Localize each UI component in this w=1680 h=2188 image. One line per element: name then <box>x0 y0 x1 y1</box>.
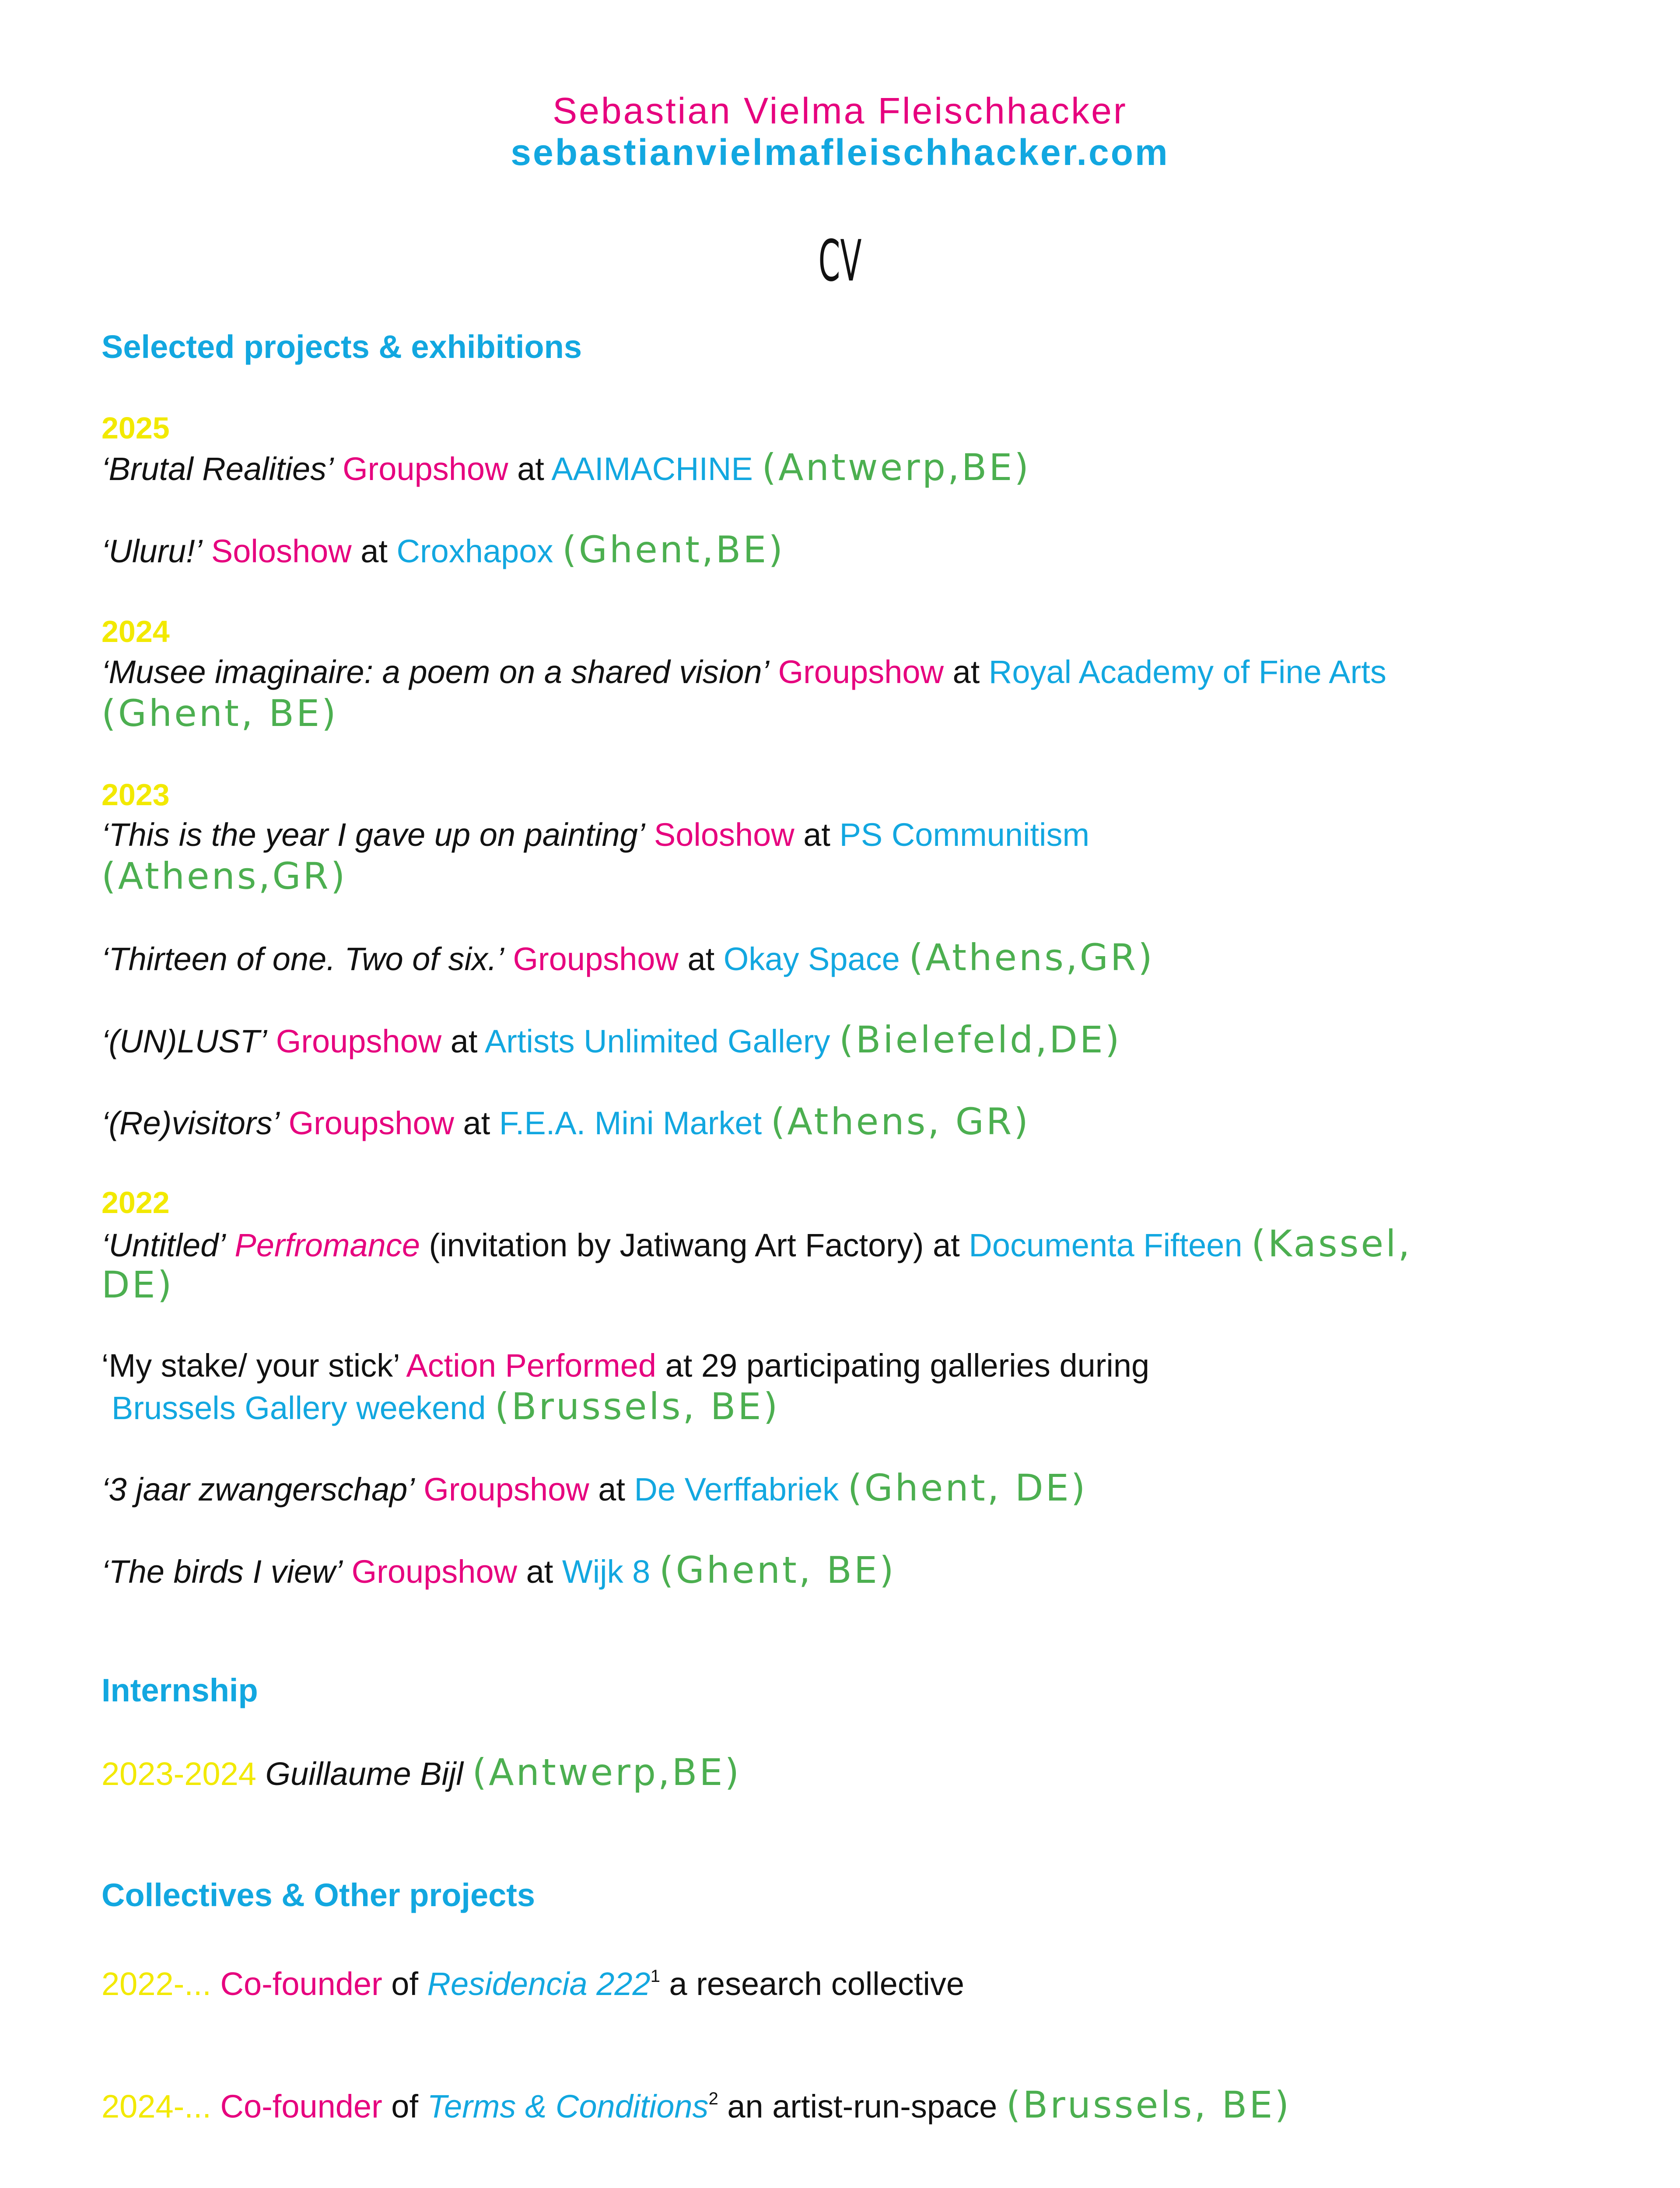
entry-title: ‘This is the year I gave up on painting’ <box>102 817 645 853</box>
entry-location: (Ghent, DE) <box>847 1466 1088 1509</box>
year-heading: 2024 <box>102 614 170 649</box>
artist-name: Sebastian Vielma Fleischhacker <box>553 90 1127 131</box>
exhibition-entry-continued <box>102 692 338 736</box>
entry-type: Groupshow <box>424 1471 589 1508</box>
internship-years: 2023-2024 <box>102 1756 256 1792</box>
internship-location: (Antwerp,BE) <box>472 1751 742 1794</box>
entry-title: ‘(Re)visitors’ <box>102 1105 280 1141</box>
section-heading-internship: Internship <box>102 1672 258 1708</box>
collective-years: 2022-... <box>102 1966 211 2002</box>
section-heading-exhibitions: Selected projects & exhibitions <box>102 329 582 365</box>
internship-name: Guillaume Bijl <box>265 1756 463 1792</box>
collective-entry <box>102 2078 1291 2128</box>
entry-venue: Documenta Fifteen <box>969 1227 1242 1263</box>
entry-type: Groupshow <box>288 1105 454 1141</box>
collective-desc: a research collective <box>669 1966 965 2002</box>
collective-of: of <box>391 2088 419 2125</box>
collective-years: 2024-... <box>102 2088 211 2125</box>
entry-location: (Athens,GR) <box>102 855 347 898</box>
internship-entry <box>102 1751 741 1795</box>
exhibition-entry-continued <box>112 1385 780 1429</box>
collective-name: Residencia 222 <box>427 1966 651 2002</box>
entry-location: (Athens, GR) <box>770 1100 1030 1143</box>
entry-location: (Ghent, BE) <box>659 1549 896 1592</box>
exhibition-entry <box>102 651 1386 693</box>
exhibition-entry <box>102 1101 1030 1144</box>
exhibition-entry <box>102 814 1089 856</box>
entry-title: ‘The birds I view’ <box>102 1553 343 1590</box>
collective-name: Terms & Conditions <box>427 2088 709 2125</box>
entry-location: (Bielefeld,DE) <box>839 1018 1122 1061</box>
entry-venue: Okay Space <box>723 941 900 977</box>
entry-venue: De Verffabriek <box>634 1471 839 1508</box>
entry-title: ‘Brutal Realities’ <box>102 451 334 487</box>
exhibition-entry <box>102 1223 1412 1266</box>
entry-type: Perfromance <box>234 1227 420 1263</box>
entry-type: Soloshow <box>654 817 794 853</box>
entry-type: Soloshow <box>211 533 352 569</box>
entry-title: ‘(UN)LUST’ <box>102 1023 267 1059</box>
section-heading-collectives: Collectives & Other projects <box>102 1877 536 1913</box>
entry-at: at <box>803 817 830 853</box>
entry-title: ‘Musee imaginaire: a poem on a shared vision’ <box>102 654 770 690</box>
entry-at: at <box>687 941 715 977</box>
year-heading: 2022 <box>102 1185 170 1220</box>
entry-at: at <box>360 533 388 569</box>
entry-location: (Ghent,BE) <box>562 528 785 571</box>
collective-of: of <box>391 1966 419 2002</box>
exhibition-entry-continued <box>102 855 347 899</box>
collective-location: (Brussels, BE) <box>1006 2083 1292 2126</box>
entry-venue: F.E.A. Mini Market <box>499 1105 762 1141</box>
entry-venue: Brussels Gallery weekend <box>112 1390 486 1426</box>
exhibition-entry-continued <box>102 1264 174 1308</box>
collective-desc: an artist-run-space <box>727 2088 998 2125</box>
entry-venue: Artists Unlimited Gallery <box>484 1023 830 1059</box>
exhibition-entry <box>102 1549 896 1593</box>
year-heading: 2023 <box>102 778 170 812</box>
page-title: CV <box>818 228 862 294</box>
entry-title: ‘Uluru!’ <box>102 533 203 569</box>
entry-at: at <box>517 451 544 487</box>
entry-venue: AAIMACHINE <box>551 451 753 487</box>
exhibition-entry <box>102 936 1155 980</box>
entry-type: Groupshow <box>343 451 508 487</box>
entry-location: (Athens,GR) <box>909 936 1155 979</box>
entry-title: ‘My stake/ your stick’ <box>102 1347 399 1384</box>
exhibition-entry <box>102 1019 1122 1062</box>
entry-type: Groupshow <box>351 1553 518 1590</box>
collective-role: Co-founder <box>220 2088 382 2125</box>
entry-venue: PS Communitism <box>839 817 1090 853</box>
entry-type: Groupshow <box>778 654 944 690</box>
footnote-ref: 1 <box>650 1967 660 1986</box>
entry-location: (Brussels, BE) <box>495 1385 780 1428</box>
entry-at: at <box>450 1023 478 1059</box>
entry-title: ‘Thirteen of one. Two of six.’ <box>102 941 504 977</box>
entry-at: at <box>463 1105 490 1141</box>
exhibition-entry <box>102 1345 1149 1387</box>
website-link[interactable]: sebastianvielmafleischhacker.com <box>511 132 1169 173</box>
exhibition-entry <box>102 529 785 572</box>
entry-note: at 29 participating galleries during <box>665 1347 1150 1384</box>
entry-at: at <box>598 1471 625 1508</box>
entry-venue: Croxhapox <box>396 533 553 569</box>
exhibition-entry <box>102 446 1031 490</box>
entry-title: ‘3 jaar zwangerschap’ <box>102 1471 415 1508</box>
entry-note: (invitation by Jatiwang Art Factory) at <box>429 1227 960 1263</box>
exhibition-entry <box>102 1467 1088 1511</box>
entry-at: at <box>952 654 980 690</box>
entry-venue: Royal Academy of Fine Arts <box>988 654 1386 690</box>
entry-type: Groupshow <box>276 1023 442 1059</box>
year-heading: 2025 <box>102 411 170 445</box>
entry-at: at <box>526 1553 553 1590</box>
entry-type: Groupshow <box>513 941 679 977</box>
entry-location: (Antwerp,BE) <box>762 446 1031 489</box>
entry-venue: Wijk 8 <box>562 1553 651 1590</box>
footnote-ref: 2 <box>708 2089 718 2108</box>
entry-location: DE) <box>102 1263 174 1306</box>
entry-type: Action Performed <box>406 1347 657 1384</box>
entry-title: ‘Untitled’ <box>102 1227 226 1263</box>
collective-entry <box>102 1955 964 2005</box>
collective-role: Co-founder <box>220 1966 382 2002</box>
entry-location: (Kassel, <box>1251 1222 1412 1265</box>
entry-location: (Ghent, BE) <box>102 692 338 735</box>
